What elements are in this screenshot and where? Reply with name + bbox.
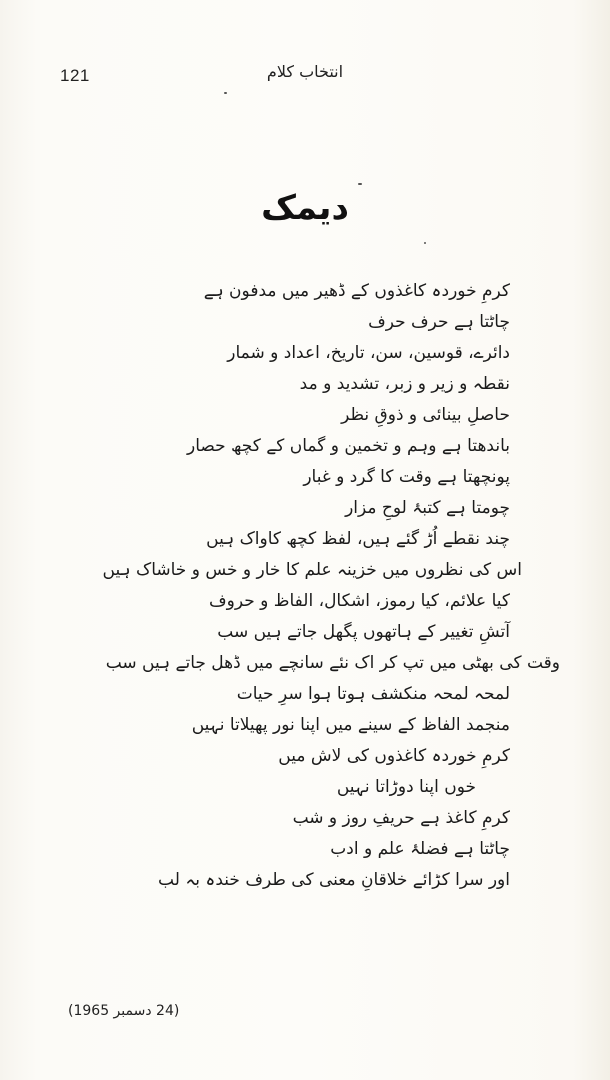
poem-line: باندھتا ہے وہم و تخمین و گماں کے کچھ حصار — [187, 436, 510, 456]
poem-line: منجمد الفاظ کے سینے میں اپنا نور پھیلاتا نہیں — [191, 715, 510, 735]
poem-line: پونچھتا ہے وقت کا گرد و غبار — [303, 467, 510, 487]
poem-line: چاٹتا ہے فضلۂ علم و ادب — [330, 839, 510, 859]
poem-line: کیا علائم، کیا رموز، اشکال، الفاظ و حروف — [209, 591, 510, 611]
poem-line: وقت کی بھٹی میں تپ کر اک نئے سانچے میں ڈھل جاتے ہیں سب — [105, 653, 560, 673]
poem-line: کرمِ خوردہ کاغذوں کے ڈھیر میں مدفون ہے — [203, 281, 510, 301]
poem-line: کرمِ خوردہ کاغذوں کی لاش میں — [278, 746, 510, 766]
print-speck — [358, 183, 362, 185]
poem-line: چند نقطے اُڑ گئے ہیں، لفظ کچھ کاواک ہیں — [206, 529, 510, 549]
poem-line: اور سرا کڑائے خلاقانِ معنی کی طرف خندہ بہ لب — [158, 870, 510, 890]
poem-line: چاٹتا ہے حرف حرف — [368, 312, 510, 332]
poem-line: کرمِ کاغذ ہے حریفِ روز و شب — [292, 808, 510, 828]
poem-line: اس کی نظروں میں خزینہ علم کا خار و خس و خاشاک ہیں — [102, 560, 522, 580]
poem-line: آتشِ تغییر کے ہاتھوں پگھل جاتے ہیں سب — [217, 622, 510, 642]
poem-title: دیمک — [261, 188, 349, 228]
print-speck — [224, 92, 227, 94]
poem-line: حاصلِ بینائی و ذوقِ نظر — [341, 405, 510, 425]
poem-line: نقطہ و زیر و زبر، تشدید و مد — [299, 374, 510, 394]
running-header: انتخاب کلام — [266, 62, 344, 81]
poem-line: خوں اپنا دوڑاتا نہیں — [336, 777, 476, 797]
poem-body — [40, 276, 568, 896]
page-number: 121 — [60, 66, 90, 85]
poem-line: چومتا ہے کتبۂ لوحِ مزار — [345, 498, 510, 518]
print-speck — [424, 242, 426, 244]
poem-line: دائرے، قوسین، سن، تاریخ، اعداد و شمار — [227, 343, 510, 363]
poem-line: لمحہ لمحہ منکشف ہوتا ہوا سرِ حیات — [236, 684, 510, 704]
poem-date: (24 دسمبر 1965) — [68, 1003, 180, 1019]
